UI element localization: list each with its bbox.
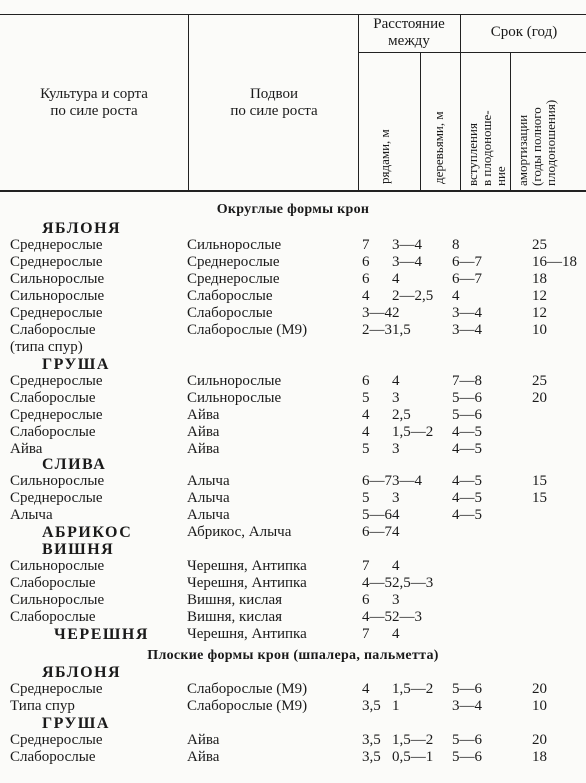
cell-culture: Среднерослые <box>10 254 103 270</box>
cell-root: Слаборослые <box>187 305 273 321</box>
cell-amort: 10 <box>532 698 547 714</box>
cell-culture: Среднерослые <box>10 681 103 697</box>
cell-trees: 3—4 <box>392 237 422 253</box>
header-top-rule <box>0 14 586 15</box>
cell-culture: Слаборослые <box>10 575 96 591</box>
cell-trees: 3 <box>392 441 400 457</box>
cell-trees: 3 <box>392 390 400 406</box>
cell-start: 3—4 <box>452 322 482 338</box>
header-divider-2 <box>358 14 359 190</box>
cell-root: Слаборослые (М9) <box>187 698 308 714</box>
cell-trees: 3—4 <box>392 254 422 270</box>
cell-amort: 18 <box>532 749 547 765</box>
cell-rows: 3—4 <box>362 305 392 321</box>
table-row <box>0 288 586 305</box>
cell-root: Слаборослые (М9) <box>187 681 308 697</box>
cell-trees: 2,5 <box>392 407 411 423</box>
header-divider-5 <box>510 52 511 190</box>
cell-rows: 6—7 <box>362 473 392 489</box>
table-row <box>0 749 586 766</box>
cell-start: 6—7 <box>452 271 482 287</box>
cell-rows: 3,5 <box>362 732 381 748</box>
cell-root: Алыча <box>187 473 230 489</box>
table-row <box>0 575 586 592</box>
group-apricot: АБРИКОС <box>42 524 133 541</box>
cell-amort: 25 <box>532 237 547 253</box>
cell-rows: 5—6 <box>362 507 392 523</box>
cell-trees: 3 <box>392 592 400 608</box>
table-row <box>0 626 586 643</box>
cell-trees: 1,5—2 <box>392 424 434 440</box>
cell-culture: Айва <box>10 441 43 457</box>
table-row <box>0 237 586 254</box>
cell-root: Среднерослые <box>187 254 280 270</box>
cell-root: Черешня, Антипка <box>187 558 307 574</box>
header-divider-4 <box>420 52 421 190</box>
cell-culture: Слаборослые <box>10 322 96 338</box>
cell-culture: Слаборослые <box>10 424 96 440</box>
cell-rows: 4—5 <box>362 609 392 625</box>
table-row <box>0 339 586 356</box>
cell-start: 5—6 <box>452 390 482 406</box>
cell-rows: 4 <box>362 681 370 697</box>
cell-rows: 3,5 <box>362 698 381 714</box>
cell-rows: 4 <box>362 424 370 440</box>
section-round-title: Округлые формы крон <box>216 202 370 217</box>
cell-amort: 10 <box>532 322 547 338</box>
section-flat-title: Плоские формы крон (шпалера, пальметта) <box>147 648 439 663</box>
sub-amort-header: амортизации (годы полного плодоношения) <box>515 99 558 186</box>
cell-trees: 2,5—3 <box>392 575 434 591</box>
cell-root: Айва <box>187 424 220 440</box>
cell-trees: 4 <box>392 271 400 287</box>
table-row <box>0 524 586 541</box>
group-plum: СЛИВА <box>42 456 107 473</box>
cell-culture: Среднерослые <box>10 732 103 748</box>
cell-root: Слаборослые <box>187 288 273 304</box>
cell-rows: 4 <box>362 407 370 423</box>
sub-start-header: вступления в плодоноше- ние <box>465 110 508 186</box>
cell-culture: Слаборослые <box>10 609 96 625</box>
cell-trees: 4 <box>392 558 400 574</box>
col-rootstock-header: Подвои по силе роста <box>230 86 318 119</box>
cell-trees: 4 <box>392 524 400 540</box>
cell-trees: 3 <box>392 490 400 506</box>
cell-start: 6—7 <box>452 254 482 270</box>
cell-amort: 12 <box>532 305 547 321</box>
cell-root: Слаборослые (М9) <box>187 322 308 338</box>
group-apple-flat: ЯБЛОНЯ <box>42 664 122 681</box>
header-divider-3 <box>460 14 461 190</box>
cell-culture: Среднерослые <box>10 373 103 389</box>
cell-culture: Алыча <box>10 507 53 523</box>
cell-amort: 25 <box>532 373 547 389</box>
cell-root: Вишня, кислая <box>187 592 283 608</box>
cell-amort: 12 <box>532 288 547 304</box>
group-pear-flat: ГРУША <box>42 715 110 732</box>
cell-culture: Слаборослые <box>10 749 96 765</box>
cell-root: Айва <box>187 749 220 765</box>
cell-rows: 6 <box>362 373 370 389</box>
table-row <box>0 490 586 507</box>
cell-rows: 7 <box>362 626 370 642</box>
table-row <box>0 441 586 458</box>
cell-start: 4—5 <box>452 424 482 440</box>
table-row <box>0 424 586 441</box>
cell-rows: 7 <box>362 237 370 253</box>
cell-rows: 6 <box>362 592 370 608</box>
cell-root: Сильнорослые <box>187 390 282 406</box>
cell-trees: 2—2,5 <box>392 288 434 304</box>
cell-trees: 1,5—2 <box>392 732 434 748</box>
cell-amort: 20 <box>532 732 547 748</box>
cell-start: 5—6 <box>452 681 482 697</box>
cell-culture: (типа спур) <box>10 339 83 355</box>
cell-root: Айва <box>187 407 220 423</box>
table-row <box>0 322 586 339</box>
col-culture-header: Культура и сорта по силе роста <box>40 86 148 119</box>
cell-trees: 2 <box>392 305 400 321</box>
table-row <box>0 254 586 271</box>
cell-culture: Среднерослые <box>10 237 103 253</box>
group-apple: ЯБЛОНЯ <box>42 220 122 237</box>
sub-trees-header: деревьями, м <box>431 111 446 184</box>
table-row <box>0 681 586 698</box>
cell-start: 4—5 <box>452 490 482 506</box>
cell-start: 4 <box>452 288 460 304</box>
cell-culture: Среднерослые <box>10 305 103 321</box>
cell-culture: Среднерослые <box>10 407 103 423</box>
table-row <box>0 698 586 715</box>
cell-rows: 5 <box>362 441 370 457</box>
cell-rows: 3,5 <box>362 749 381 765</box>
cell-trees: 1,5 <box>392 322 411 338</box>
cell-culture: Сильнорослые <box>10 288 105 304</box>
cell-culture: Сильнорослые <box>10 558 105 574</box>
header-subrule <box>358 52 586 53</box>
cell-root: Среднерослые <box>187 271 280 287</box>
table-row <box>0 407 586 424</box>
cell-root: Вишня, кислая <box>187 609 283 625</box>
cell-rows: 6 <box>362 254 370 270</box>
table-row <box>0 732 586 749</box>
cell-trees: 2—3 <box>392 609 422 625</box>
header-divider-1 <box>188 14 189 190</box>
cell-root: Черешня, Антипка <box>187 575 307 591</box>
cell-trees: 1,5—2 <box>392 681 434 697</box>
cell-root: Сильнорослые <box>187 373 282 389</box>
cell-start: 5—6 <box>452 732 482 748</box>
cell-rows: 7 <box>362 558 370 574</box>
cell-trees: 3—4 <box>392 473 422 489</box>
cell-rows: 5 <box>362 490 370 506</box>
cell-trees: 1 <box>392 698 400 714</box>
table-row <box>0 558 586 575</box>
cell-start: 7—8 <box>452 373 482 389</box>
cell-root: Сильнорослые <box>187 237 282 253</box>
cell-start: 4—5 <box>452 441 482 457</box>
cell-culture: Типа спур <box>10 698 75 714</box>
cell-rows: 6 <box>362 271 370 287</box>
cell-rows: 4—5 <box>362 575 392 591</box>
cell-rows: 5 <box>362 390 370 406</box>
table-row <box>0 373 586 390</box>
group-pear: ГРУША <box>42 356 110 373</box>
cell-start: 3—4 <box>452 305 482 321</box>
cell-root: Алыча <box>187 507 230 523</box>
cell-rows: 6—7 <box>362 524 392 540</box>
cell-start: 5—6 <box>452 407 482 423</box>
cell-trees: 4 <box>392 373 400 389</box>
table-row <box>0 305 586 322</box>
cell-culture: Сильнорослые <box>10 473 105 489</box>
cell-root: Алыча <box>187 490 230 506</box>
cell-start: 3—4 <box>452 698 482 714</box>
table-row <box>0 609 586 626</box>
cell-culture: Сильнорослые <box>10 271 105 287</box>
cell-start: 4—5 <box>452 473 482 489</box>
cell-culture: Сильнорослые <box>10 592 105 608</box>
cell-rows: 2—3 <box>362 322 392 338</box>
cell-start: 8 <box>452 237 460 253</box>
cell-amort: 20 <box>532 390 547 406</box>
group-sweetcherry: ЧЕРЕШНЯ <box>54 626 149 643</box>
cell-amort: 15 <box>532 490 547 506</box>
cell-culture: Слаборослые <box>10 390 96 406</box>
col-term-header: Срок (год) <box>490 24 558 40</box>
cell-root: Айва <box>187 441 220 457</box>
cell-amort: 18 <box>532 271 547 287</box>
cell-amort: 16—18 <box>532 254 577 270</box>
cell-culture: Среднерослые <box>10 490 103 506</box>
cell-amort: 15 <box>532 473 547 489</box>
cell-amort: 20 <box>532 681 547 697</box>
sub-rows-header: рядами, м <box>377 129 392 184</box>
table-row <box>0 507 586 524</box>
cell-root: Абрикос, Алыча <box>187 524 292 540</box>
group-cherry: ВИШНЯ <box>42 541 115 558</box>
cell-trees: 0,5—1 <box>392 749 434 765</box>
cell-trees: 4 <box>392 626 400 642</box>
table-row <box>0 271 586 288</box>
cell-root: Айва <box>187 732 220 748</box>
cell-root: Черешня, Антипка <box>187 626 307 642</box>
header-bottom-rule <box>0 190 586 192</box>
cell-start: 4—5 <box>452 507 482 523</box>
table-row <box>0 390 586 407</box>
table-row <box>0 473 586 490</box>
table-row <box>0 592 586 609</box>
cell-trees: 4 <box>392 507 400 523</box>
cell-start: 5—6 <box>452 749 482 765</box>
col-distance-header: Расстояние между <box>373 16 445 49</box>
cell-rows: 4 <box>362 288 370 304</box>
